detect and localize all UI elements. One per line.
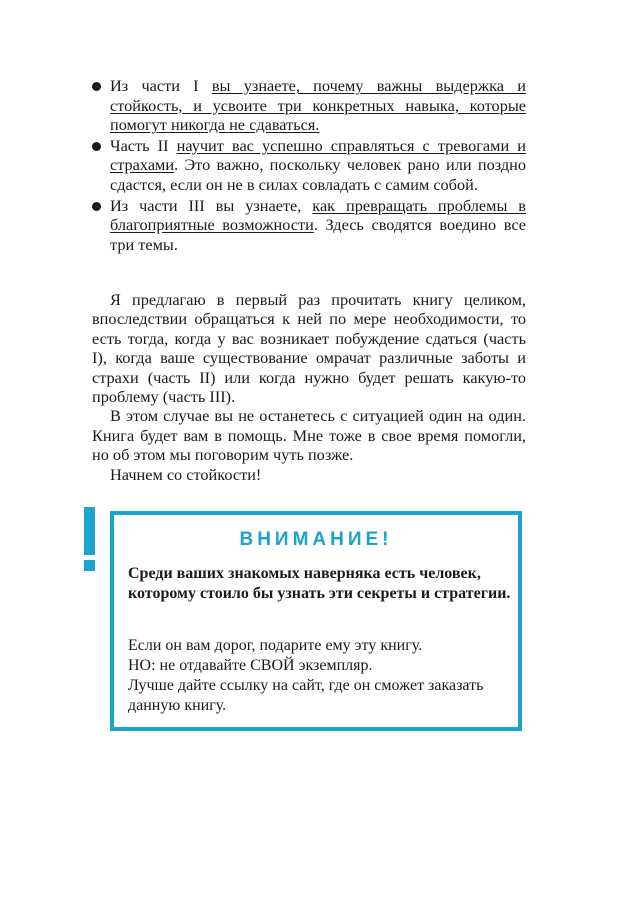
paragraph (92, 465, 526, 484)
paragraph (92, 290, 526, 406)
attention-box (110, 511, 522, 731)
bullet-dot-icon (92, 142, 101, 151)
exclamation-icon (74, 505, 108, 575)
paragraph-text: Начнем со стойкости! (110, 464, 262, 484)
list-item (92, 76, 526, 135)
paragraph-text: Я предлагаю в первый раз прочитать книгу целиком, впоследствии обращаться к ней по мере необходимости, то есть тогда, когда у вас возникает побуждение сдаться (часть I), когда ваше существование омрачат различные заботы и страхи (часть II) или когда нужно будет решать какую-то проблему (часть III). (92, 290, 526, 407)
attention-line: данную книгу. (128, 697, 227, 714)
bullet-list (92, 76, 526, 255)
bullet-prefix: Из части I (110, 76, 212, 95)
bullet-prefix: Часть II (110, 135, 177, 155)
bullet-dot-icon (92, 82, 101, 91)
paragraph-text: В этом случае вы не останетесь с ситуацией один на один. Книга будет вам в помощь. Мне тоже в свое время помогли, но об этом мы поговорим чуть позже. (92, 406, 526, 465)
attention-line: НО: не отдавайте СВОЙ экземпляр. (128, 657, 373, 674)
attention-line: Если он вам дорог, подарите ему эту книгу. (128, 637, 423, 654)
list-item (92, 136, 526, 195)
bullet-suffix: . Здесь сводятся воедино все три темы. (110, 215, 527, 254)
attention-line: Лучше дайте ссылку на сайт, где он сможет заказать (128, 677, 484, 694)
bullet-underlined: вы узнаете, почему важны выдержка и стойкость, и усвоите три конкретных навыка, которые помогут никогда не сдаваться. (110, 76, 526, 135)
bullet-underlined: как превращать проблемы в благоприятные возможности (110, 195, 526, 235)
list-item (92, 196, 526, 255)
paragraph (92, 406, 526, 464)
bullet-suffix: . Это важно, поскольку человек рано или поздно сдастся, если он не в силах совладать с самим собой. (110, 155, 526, 194)
attention-title: ВНИМАНИЕ! (239, 529, 393, 550)
attention-bold-text: Среди ваших знакомых наверняка есть человек, которому стоило бы узнать эти секреты и стратегии. (128, 565, 511, 602)
bullet-prefix: Из части III вы узнаете, (110, 195, 313, 215)
bullet-dot-icon (92, 202, 101, 211)
attention-lines (128, 636, 518, 716)
body-text (92, 290, 526, 484)
bullet-underlined: научит вас успешно справляться с тревогами и страхами (110, 135, 526, 175)
